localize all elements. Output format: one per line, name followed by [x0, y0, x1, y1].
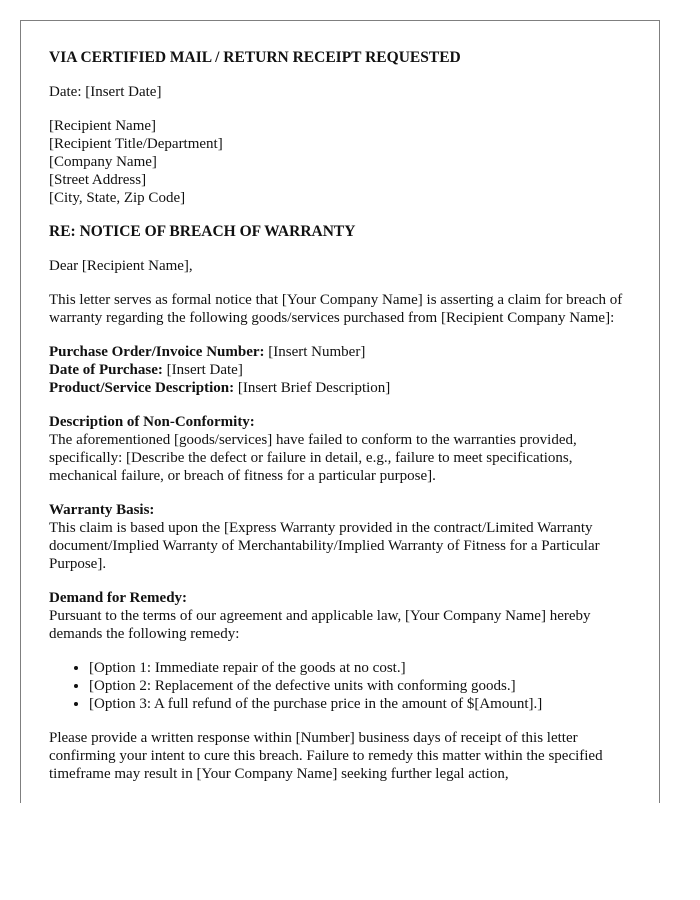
description-value: [Insert Brief Description]: [234, 380, 391, 396]
date-line: Date: [Insert Date]: [49, 84, 162, 100]
remedy-option: • [Option 1: Immediate repair of the goods at no cost.]: [89, 659, 639, 677]
salutation: Dear [Recipient Name],: [49, 258, 193, 274]
recipient-company: [Company Name]: [49, 154, 157, 170]
nonconformity-heading: Description of Non-Conformity:: [49, 414, 255, 430]
recipient-name: [Recipient Name]: [49, 118, 157, 134]
description-row: [49, 379, 639, 397]
remedy-section: [49, 589, 639, 713]
remedy-body: Pursuant to the terms of our agreement and applicable law, [Your Company Name] hereby demands the following remedy:: [49, 608, 591, 642]
recipient-city: [City, State, Zip Code]: [49, 190, 186, 206]
remedy-option: • [Option 2: Replacement of the defective units with conforming goods.]: [89, 677, 639, 695]
remedy-options-list: [49, 659, 639, 713]
nonconformity-body: The aforementioned [goods/services] have failed to conform to the warranties provided, specifically: [Describe the defect or failure in detail, e.g., failure to meet specifications, mechanical failure, or breach of fitness for a particular purpose].: [49, 432, 577, 484]
letter-page: [20, 20, 660, 803]
remedy-heading: Demand for Remedy:: [49, 590, 188, 606]
purchase-details-block: [49, 343, 639, 397]
purchase-date-label: Date of Purchase:: [49, 362, 163, 378]
nonconformity-section: [49, 413, 639, 485]
intro-paragraph: This letter serves as formal notice that [Your Company Name] is asserting a claim for breach of warranty regarding the following goods/services purchased from [Recipient Company Name]:: [49, 292, 623, 326]
purchase-date-value: [Insert Date]: [162, 362, 243, 378]
remedy-option: • [Option 3: A full refund of the purchase price in the amount of $[Amount].]: [89, 695, 639, 713]
subject-line: RE: NOTICE OF BREACH OF WARRANTY: [49, 223, 356, 240]
po-label: Purchase Order/Invoice Number:: [49, 344, 265, 360]
purchase-date-row: [49, 361, 639, 379]
recipient-title: [Recipient Title/Department]: [49, 136, 223, 152]
delivery-method-line: VIA CERTIFIED MAIL / RETURN RECEIPT REQUESTED: [49, 49, 461, 66]
recipient-address-block: [49, 117, 639, 207]
recipient-street: [Street Address]: [49, 172, 147, 188]
po-row: [49, 343, 639, 361]
description-label: Product/Service Description:: [49, 380, 235, 396]
po-value: [Insert Number]: [264, 344, 366, 360]
closing-paragraph: Please provide a written response within [Number] business days of receipt of this letter confirming your intent to cure this breach. Failure to remedy this matter within the specified timeframe may result in [Your Company Name] seeking further legal action,: [49, 730, 603, 782]
letter-body: [49, 49, 639, 799]
warranty-basis-section: [49, 501, 639, 573]
warranty-basis-body: This claim is based upon the [Express Warranty provided in the contract/Limited Warranty document/Implied Warranty of Merchantability/Implied Warranty of Fitness for a Particular Purpose].: [49, 520, 600, 572]
warranty-basis-heading: Warranty Basis:: [49, 502, 155, 518]
